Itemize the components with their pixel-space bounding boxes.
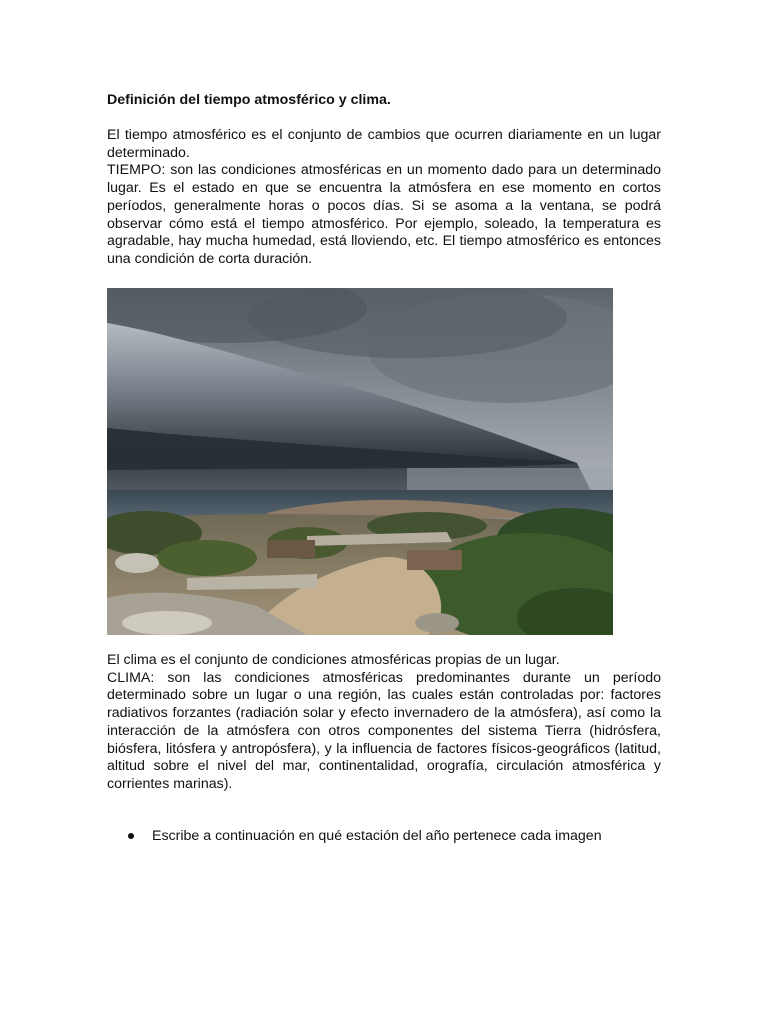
weather-intro-line: El tiempo atmosférico es el conjunto de cambios que ocurren diariamente en un lugar determinado.: [107, 127, 661, 161]
list-item: [128, 827, 688, 845]
bullet-icon: [128, 833, 134, 839]
page-title: Definición del tiempo atmosférico y clima.: [107, 92, 391, 108]
weather-definition-block: [107, 127, 661, 269]
instruction-list: [128, 827, 688, 845]
weather-definition-text: TIEMPO: son las condiciones atmosféricas en un momento dado para un determinado lugar. Es el estado en que se encuentra la atmósfera en ese momento en cortos períodos, generalmente horas o pocos días. Si se asoma a la ventana, se podrá observar cómo está el tiempo atmosférico. Por ejemplo, soleado, la temperatura es agradable, hay mucha humedad, está lloviendo, etc. El tiempo atmosférico es entonces una condición de corta duración.: [107, 162, 661, 267]
storm-landscape-photo: [107, 288, 613, 635]
climate-definition-block: [107, 652, 661, 794]
climate-definition-text: CLIMA: son las condiciones atmosféricas predominantes durante un período determinado sobre un lugar o una región, las cuales están controladas por: factores radiativos forzantes (radiación solar y efecto invernadero de la atmósfera), así como la interacción de la atmósfera con otros componentes del sistema Tierra (hidrósfera, biósfera, litósfera y antropósfera), y la influencia de factores físicos-geográficos (latitud, altitud sobre el nivel del mar, continentalidad, orografía, circulación atmosférica y corrientes marinas).: [107, 669, 661, 792]
instruction-text: Escribe a continuación en qué estación del año pertenece cada imagen: [152, 828, 602, 844]
climate-intro-line: El clima es el conjunto de condiciones atmosféricas propias de un lugar.: [107, 652, 560, 668]
